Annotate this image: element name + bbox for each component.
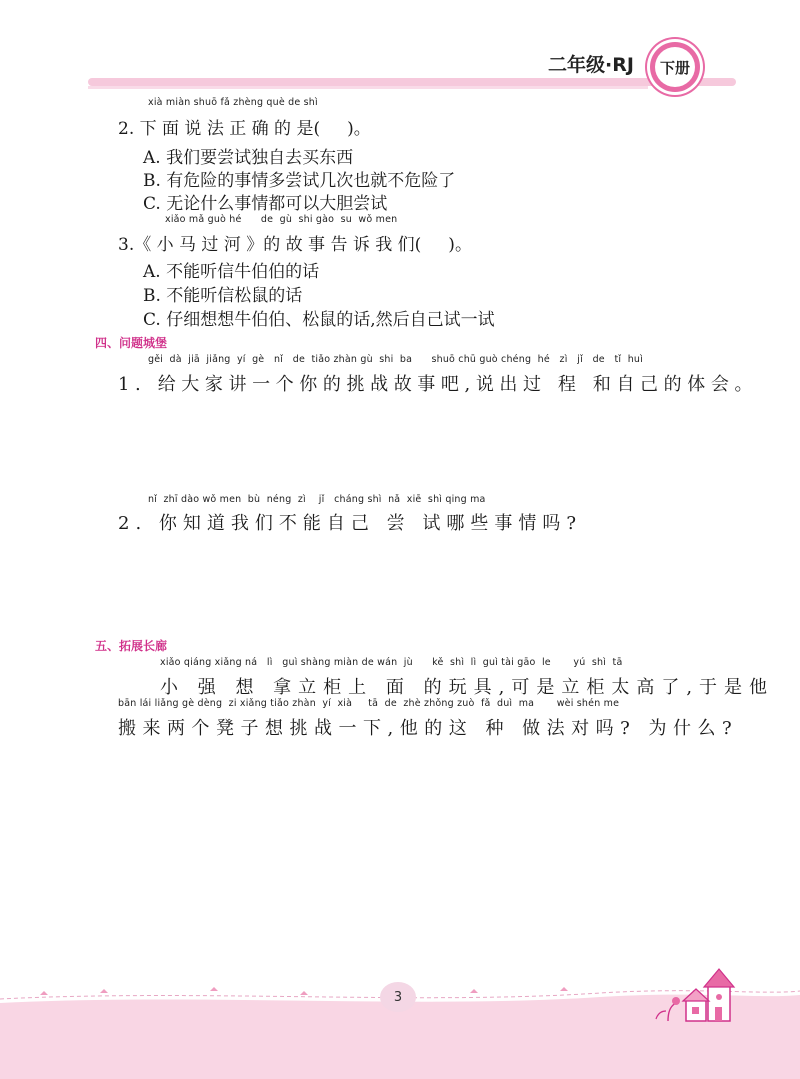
q3-option-a: A. 不能听信牛伯伯的话 xyxy=(143,262,320,282)
q2-stem: 2. 下 面 说 法 正 确 的 是( )。 xyxy=(118,119,371,139)
q3-pinyin: xiǎo mǎ guò hé de gù shi gào su wǒ men xyxy=(165,214,398,225)
section4-title: 四、问题城堡 xyxy=(95,336,168,350)
s4-q1-text: 1. 给大家讲一个你的挑战故事吧,说出过 程 和自己的体会。 xyxy=(118,374,759,395)
q2-option-c: C. 无论什么事情都可以大胆尝试 xyxy=(143,194,388,214)
s5-p2-text: 搬来两个凳子想挑战一下,他的这 种 做法对吗? 为什么? xyxy=(118,718,739,739)
section5-title: 五、拓展长廊 xyxy=(95,639,168,653)
s4-q2-text: 2. 你知道我们不能自己 尝 试哪些事情吗? xyxy=(118,513,582,534)
page-number: 3 xyxy=(380,982,416,1012)
header-bar xyxy=(88,78,736,86)
s4-q1-pinyin: gěi dà jiā jiǎng yí gè nǐ de tiǎo zhàn gù shi ba shuō chū guò chéng hé zì jǐ de tǐ huì xyxy=(148,354,643,365)
house-illustration-icon xyxy=(650,965,740,1025)
s5-p1-pinyin: xiǎo qiáng xiǎng ná lì guì shàng miàn de wán jù kě shì lì guì tài gāo le yú shì tā xyxy=(160,657,623,668)
s5-p1-text: 小 强 想 拿立柜上 面 的玩具,可是立柜太高了,于是他 xyxy=(160,677,775,698)
q3-option-c: C. 仔细想想牛伯伯、松鼠的话,然后自己试一试 xyxy=(143,310,495,330)
q2-option-b: B. 有危险的事情多尝试几次也就不危险了 xyxy=(143,171,456,191)
q2-pinyin: xià miàn shuō fǎ zhèng què de shì xyxy=(148,97,318,108)
volume-label: 下册 xyxy=(655,47,695,87)
q3-stem: 3.《 小 马 过 河 》的 故 事 告 诉 我 们( )。 xyxy=(118,235,472,255)
volume-badge xyxy=(650,42,700,92)
q2-option-a: A. 我们要尝试独自去买东西 xyxy=(143,148,354,168)
q3-option-b: B. 不能听信松鼠的话 xyxy=(143,286,303,306)
s4-q2-pinyin: nǐ zhī dào wǒ men bù néng zì jǐ cháng shì nǎ xiē shì qing ma xyxy=(148,494,486,505)
s5-p2-pinyin: bān lái liǎng gè dèng zi xiǎng tiǎo zhàn yí xià tā de zhè zhǒng zuò fǎ duì ma wèi shén me xyxy=(118,698,620,709)
grade-label: 二年级·RJ xyxy=(548,54,634,76)
header-bar-shadow xyxy=(88,86,648,89)
